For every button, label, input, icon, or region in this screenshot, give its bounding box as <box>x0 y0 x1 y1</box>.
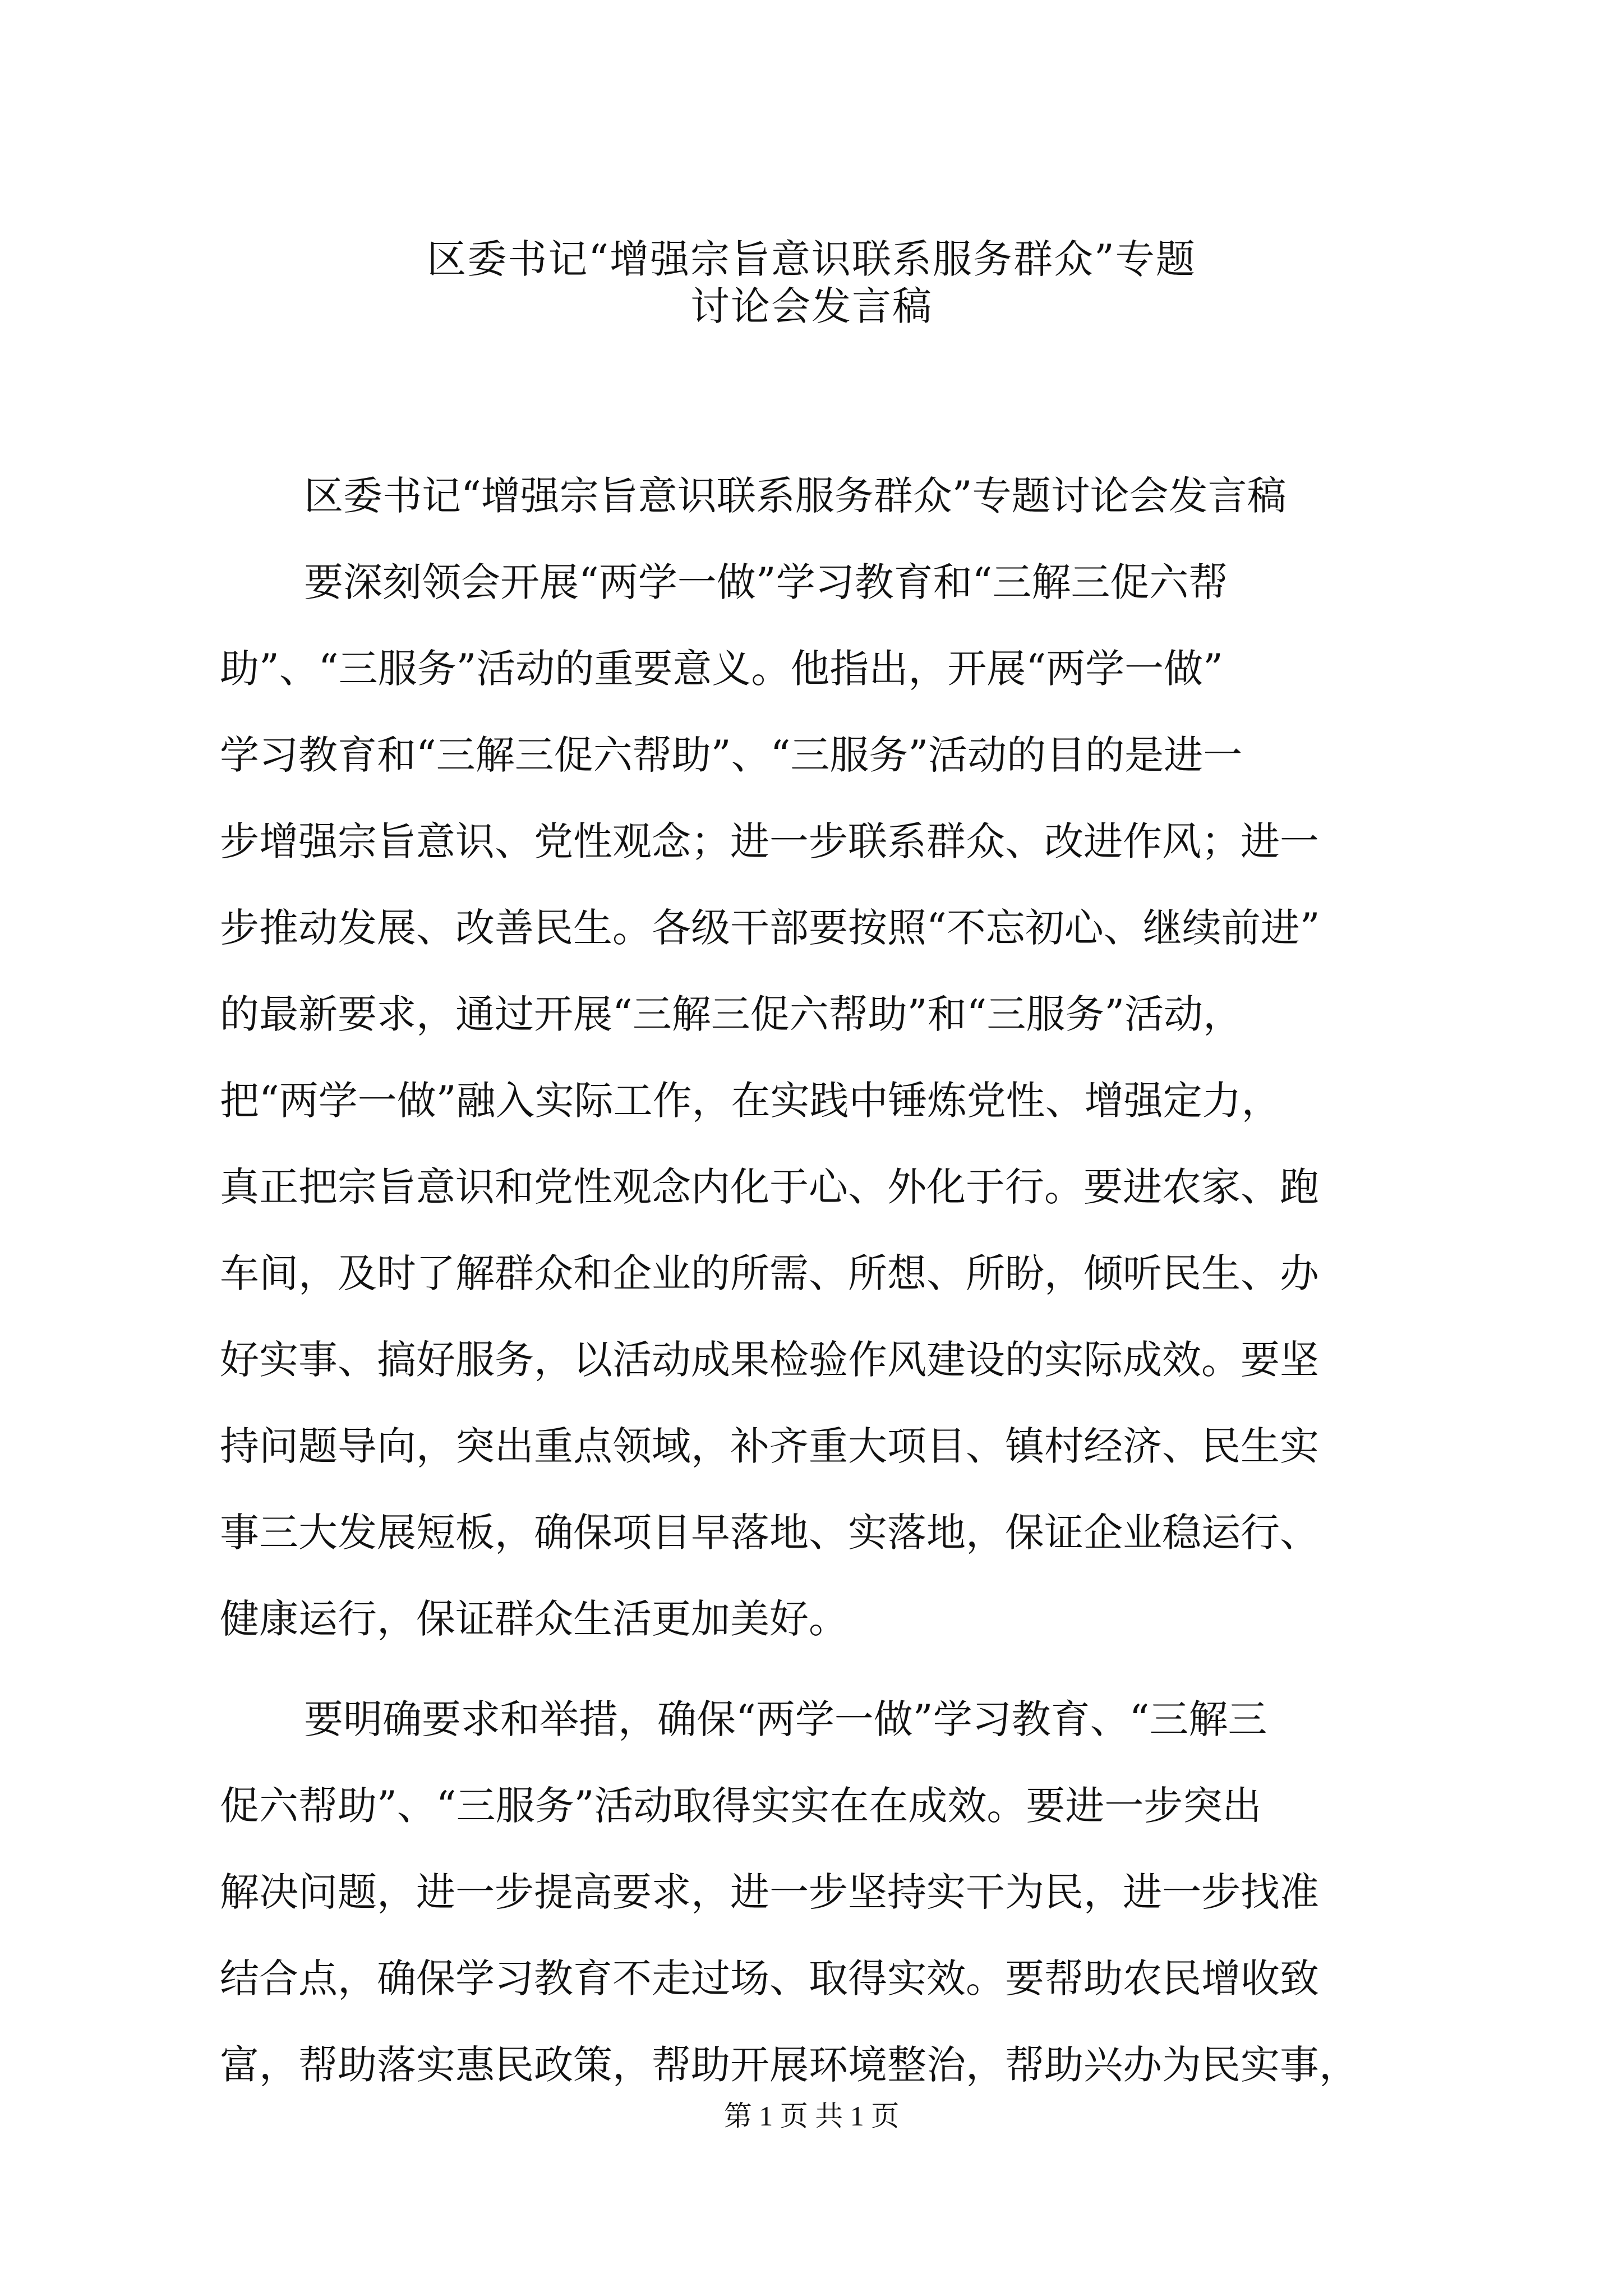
body-line: 结合点，确保学习教育不走过场、取得实效。要帮助农民增收致 <box>220 1955 1319 2001</box>
body-line: 真正把宗旨意识和党性观念内化于心、外化于行。要进农家、跑 <box>220 1164 1319 1210</box>
body-line: 要明确要求和举措，确保“两学一做”学习教育、“三解三 <box>304 1696 1267 1742</box>
body-line: 解决问题，进一步提高要求，进一步坚持实干为民，进一步找准 <box>220 1869 1319 1915</box>
body-line: 步增强宗旨意识、党性观念；进一步联系群众、改进作风；进一 <box>220 818 1319 864</box>
body-line: 的最新要求，通过开展“三解三促六帮助”和“三服务”活动， <box>220 991 1243 1037</box>
body-line: 要深刻领会开展“两学一做”学习教育和“三解三促六帮 <box>304 559 1228 605</box>
body-line: 持问题导向，突出重点领域，补齐重大项目、镇村经济、民生实 <box>220 1423 1319 1469</box>
body-line: 健康运行，保证群众生活更加美好。 <box>220 1596 848 1642</box>
document-title <box>168 236 1455 330</box>
body-line: 助”、“三服务”活动的重要意义。他指出，开展“两学一做” <box>220 646 1223 692</box>
body-line: 学习教育和“三解三促六帮助”、“三服务”活动的目的是进一 <box>220 732 1243 778</box>
title-line-2: 讨论会发言稿 <box>690 283 933 329</box>
body-line: 区委书记“增强宗旨意识联系服务群众”专题讨论会发言稿 <box>304 473 1287 519</box>
page-footer: 第 1 页 共 1 页 <box>723 2100 900 2132</box>
body-line: 富，帮助落实惠民政策，帮助开展环境整治，帮助兴办为民实事， <box>220 2042 1358 2088</box>
document-body <box>220 472 1420 2088</box>
body-line: 把“两学一做”融入实际工作，在实践中锤炼党性、增强定力， <box>220 1078 1281 1124</box>
body-line: 促六帮助”、“三服务”活动取得实实在在成效。要进一步突出 <box>220 1783 1262 1829</box>
body-line: 事三大发展短板，确保项目早落地、实落地，保证企业稳运行、 <box>220 1510 1319 1556</box>
body-line: 好实事、搞好服务，以活动成果检验作风建设的实际成效。要坚 <box>220 1337 1319 1383</box>
title-line-1: 区委书记“增强宗旨意识联系服务群众”专题 <box>427 236 1196 282</box>
body-line: 车间，及时了解群众和企业的所需、所想、所盼，倾听民生、办 <box>220 1250 1319 1296</box>
body-line: 步推动发展、改善民生。各级干部要按照“不忘初心、继续前进” <box>220 905 1320 951</box>
